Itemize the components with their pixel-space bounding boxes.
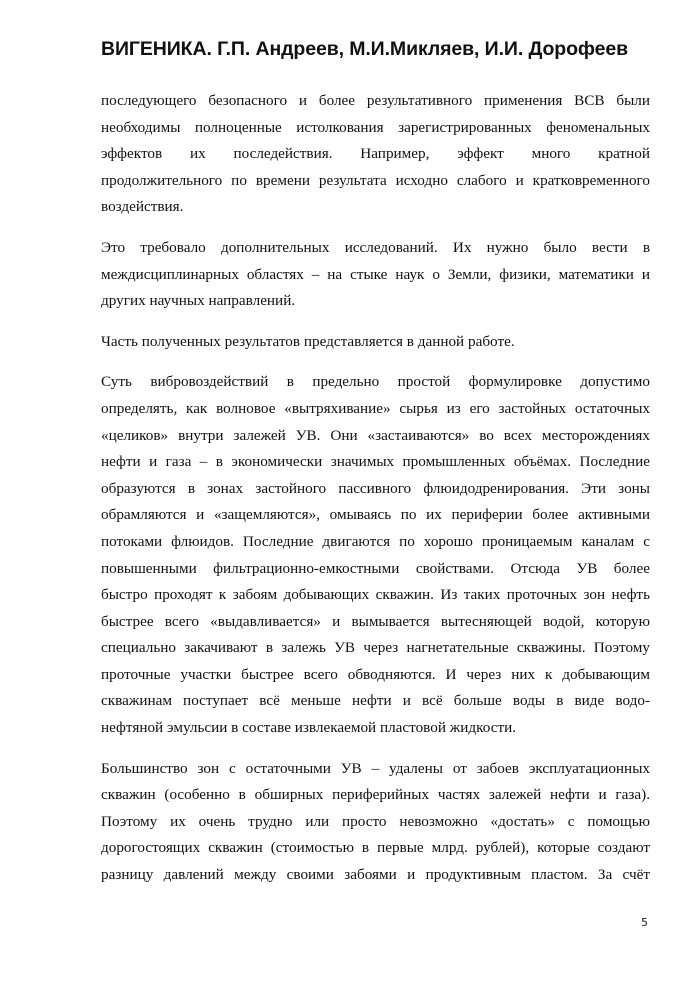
- text-line: других научных направлений.: [101, 292, 296, 310]
- text-line: нефтяной эмульсии в составе извлекаемой пластовой жидкости.: [101, 719, 517, 737]
- text-line: повышенными фильтрационно-емкостными свойствами. Отсюда УВ более: [101, 559, 650, 577]
- text-line: определять, как волновое «вытряхивание» сырья из его застойных остаточных: [101, 399, 650, 417]
- paragraph: [101, 235, 650, 315]
- text-line: эффектов их последействия. Например, эффект много кратной: [101, 145, 650, 163]
- text-line: скважинам поступает всё меньше нефти и всё больше воды в виде водо-: [101, 692, 650, 710]
- page-number: 5: [641, 916, 648, 929]
- text-line: «целиков» внутри залежей УВ. Они «застаиваются» во всех месторождениях: [101, 426, 650, 444]
- text-line: быстро проходят к забоям добывающих скважин. Из таких проточных зон нефть: [101, 586, 650, 604]
- text-line: образуются в зонах застойного пассивного флюидодренирования. Эти зоны: [101, 479, 650, 497]
- paragraph: [101, 756, 650, 889]
- text-line: специально закачивают в залежь УВ через нагнетательные скважины. Поэтому: [101, 639, 650, 657]
- paragraph: [101, 329, 650, 356]
- document-body: [101, 88, 650, 903]
- text-line: воздействия.: [101, 198, 184, 216]
- text-line: обрамляются и «защемляются», омываясь по их периферии более активными: [101, 506, 650, 524]
- text-line: Суть вибровоздействий в предельно простой формулировке допустимо: [101, 373, 650, 391]
- running-header: ВИГЕНИКА. Г.П. Андреев, М.И.Микляев, И.И. Дорофеев: [101, 38, 629, 60]
- text-line: продолжительного по времени результата исходно слабого и кратковременного: [101, 171, 650, 189]
- text-line: проточные участки быстрее всего обводняются. И через них к добывающим: [101, 665, 650, 683]
- text-line: Большинство зон с остаточными УВ – удалены от забоев эксплуатационных: [101, 759, 650, 777]
- text-line: быстрее всего «выдавливается» и вымывается вытесняющей водой, которую: [101, 612, 650, 630]
- text-line: последующего безопасного и более результативного применения ВСВ были: [101, 92, 650, 109]
- text-line: междисциплинарных областях – на стыке наук о Земли, физики, математики и: [101, 265, 650, 283]
- paragraph: [101, 88, 650, 221]
- text-line: Поэтому их очень трудно или просто невозможно «достать» с помощью: [101, 812, 650, 830]
- text-line: потоками флюидов. Последние двигаются по хорошо проницаемым каналам с: [101, 532, 650, 550]
- text-line: скважин (особенно в обширных периферийных частях залежей нефти и газа).: [101, 786, 650, 804]
- text-line: необходимы полноценные истолкования зарегистрированных феноменальных: [101, 118, 650, 136]
- paragraph: [101, 369, 650, 741]
- text-line: нефти и газа – в экономически значимых промышленных объёмах. Последние: [101, 453, 650, 471]
- text-line: Это требовало дополнительных исследований. Их нужно было вести в: [101, 238, 650, 256]
- text-line: разницу давлений между своими забоями и продуктивным пластом. За счёт: [101, 866, 650, 884]
- text-line: Часть полученных результатов представляется в данной работе.: [101, 332, 515, 350]
- text-line: дорогостоящих скважин (стоимостью в первые млрд. рублей), которые создают: [101, 839, 650, 857]
